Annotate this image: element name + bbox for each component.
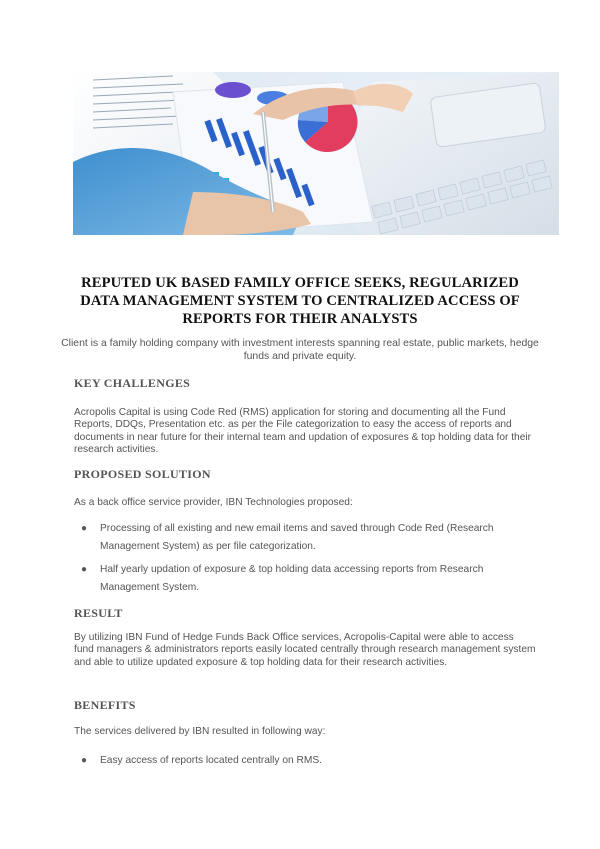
- intro-paragraph: Client is a family holding company with investment interests spanning real estate, public markets, hedge funds and private equity.: [61, 338, 539, 362]
- key-challenges-heading: KEY CHALLENGES: [74, 376, 191, 390]
- key-challenges-text: Acropolis Capital is using Code Red (RMS) application for storing and documenting all the Fund Reports, DDQs, Presentation etc. as per the File categorization to easy the access of reports and documents in near future for their internal team and updation of exposures & top holding data for their research activities.: [74, 407, 532, 456]
- bullet-icon: ●: [81, 564, 88, 575]
- proposed-solution-heading: PROPOSED SOLUTION: [74, 467, 211, 481]
- benefits-heading: BENEFITS: [74, 698, 136, 712]
- list-item: ● Half yearly updation of exposure & top holding data accessing reports from Research Management System.: [74, 561, 534, 596]
- result-text: By utilizing IBN Fund of Hedge Funds Back Office services, Acropolis-Capital were able to access fund managers & administrators reports easily located centrally through research management system and able to utilize updated exposure & top holding data for their research activities.: [74, 632, 536, 668]
- result-heading: RESULT: [74, 606, 123, 620]
- proposed-solution-list: [74, 520, 534, 596]
- bullet-icon: ●: [81, 755, 88, 766]
- list-item: ● Easy access of reports located centrally on RMS.: [74, 752, 534, 770]
- list-item: ● Processing of all existing and new email items and saved through Code Red (Research Management System) as per file categorization.: [74, 520, 534, 555]
- benefits-list: [74, 752, 534, 770]
- proposed-solution-text: As a back office service provider, IBN Technologies proposed:: [74, 497, 353, 508]
- benefits-text: The services delivered by IBN resulted in following way:: [74, 726, 326, 737]
- page-title: REPUTED UK BASED FAMILY OFFICE SEEKS, REGULARIZED DATA MANAGEMENT SYSTEM TO CENTRALIZED ACCESS OF REPORTS FOR THEIR ANALYSTS: [80, 275, 520, 327]
- bullet-icon: ●: [81, 523, 88, 534]
- hero-image: [73, 72, 559, 235]
